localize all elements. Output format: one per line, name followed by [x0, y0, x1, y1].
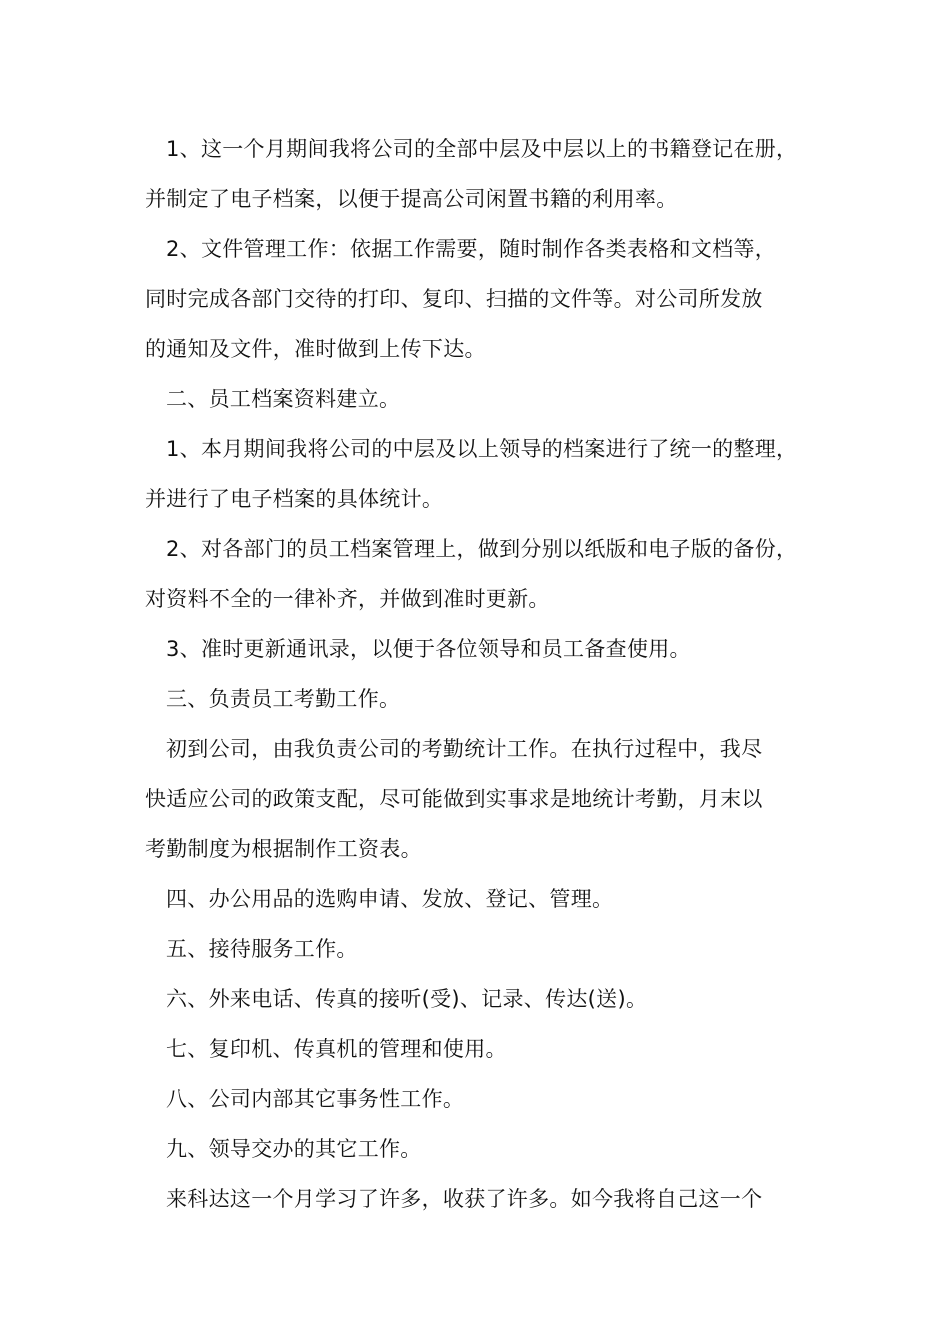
paragraph-line: 的通知及文件，准时做到上传下达。: [145, 337, 486, 361]
paragraph-line-first: 八、公司内部其它事务性工作。: [166, 1087, 465, 1111]
paragraph-line-first: 初到公司，由我负责公司的考勤统计工作。在执行过程中，我尽: [166, 737, 763, 761]
paragraph-line: 对资料不全的一律补齐，并做到准时更新。: [145, 587, 550, 611]
paragraph-line-first: 2、对各部门的员工档案管理上，做到分别以纸版和电子版的备份，: [166, 537, 798, 561]
paragraph-line-first: 来科达这一个月学习了许多，收获了许多。如今我将自己这一个: [166, 1187, 763, 1211]
paragraph-line-first: 二、员工档案资料建立。: [166, 387, 401, 411]
paragraph-line-first: 七、复印机、传真机的管理和使用。: [166, 1037, 507, 1061]
paragraph-line-first: 四、办公用品的选购申请、发放、登记、管理。: [166, 887, 614, 911]
paragraph-line-first: 九、领导交办的其它工作。: [166, 1137, 422, 1161]
paragraph-line: 考勤制度为根据制作工资表。: [145, 837, 422, 861]
document-body: [145, 124, 825, 1224]
paragraph-line: 快适应公司的政策支配，尽可能做到实事求是地统计考勤，月末以: [145, 787, 763, 811]
paragraph-line-first: 1、本月期间我将公司的中层及以上领导的档案进行了统一的整理，: [166, 437, 798, 461]
paragraph-line-first: 三、负责员工考勤工作。: [166, 687, 401, 711]
paragraph-line-first: 3、准时更新通讯录，以便于各位领导和员工备查使用。: [166, 637, 691, 661]
paragraph-line-first: 五、接待服务工作。: [166, 937, 358, 961]
paragraph-line: 并进行了电子档案的具体统计。: [145, 487, 444, 511]
paragraph-line: 同时完成各部门交待的打印、复印、扫描的文件等。对公司所发放: [145, 287, 763, 311]
paragraph-line-first: 六、外来电话、传真的接听(受)、记录、传达(送)。: [166, 987, 648, 1011]
paragraph-line: 并制定了电子档案，以便于提高公司闲置书籍的利用率。: [145, 187, 678, 211]
paragraph-line-first: 2、文件管理工作：依据工作需要，随时制作各类表格和文档等，: [166, 237, 777, 261]
paragraph-line-first: 1、这一个月期间我将公司的全部中层及中层以上的书籍登记在册，: [166, 137, 798, 161]
